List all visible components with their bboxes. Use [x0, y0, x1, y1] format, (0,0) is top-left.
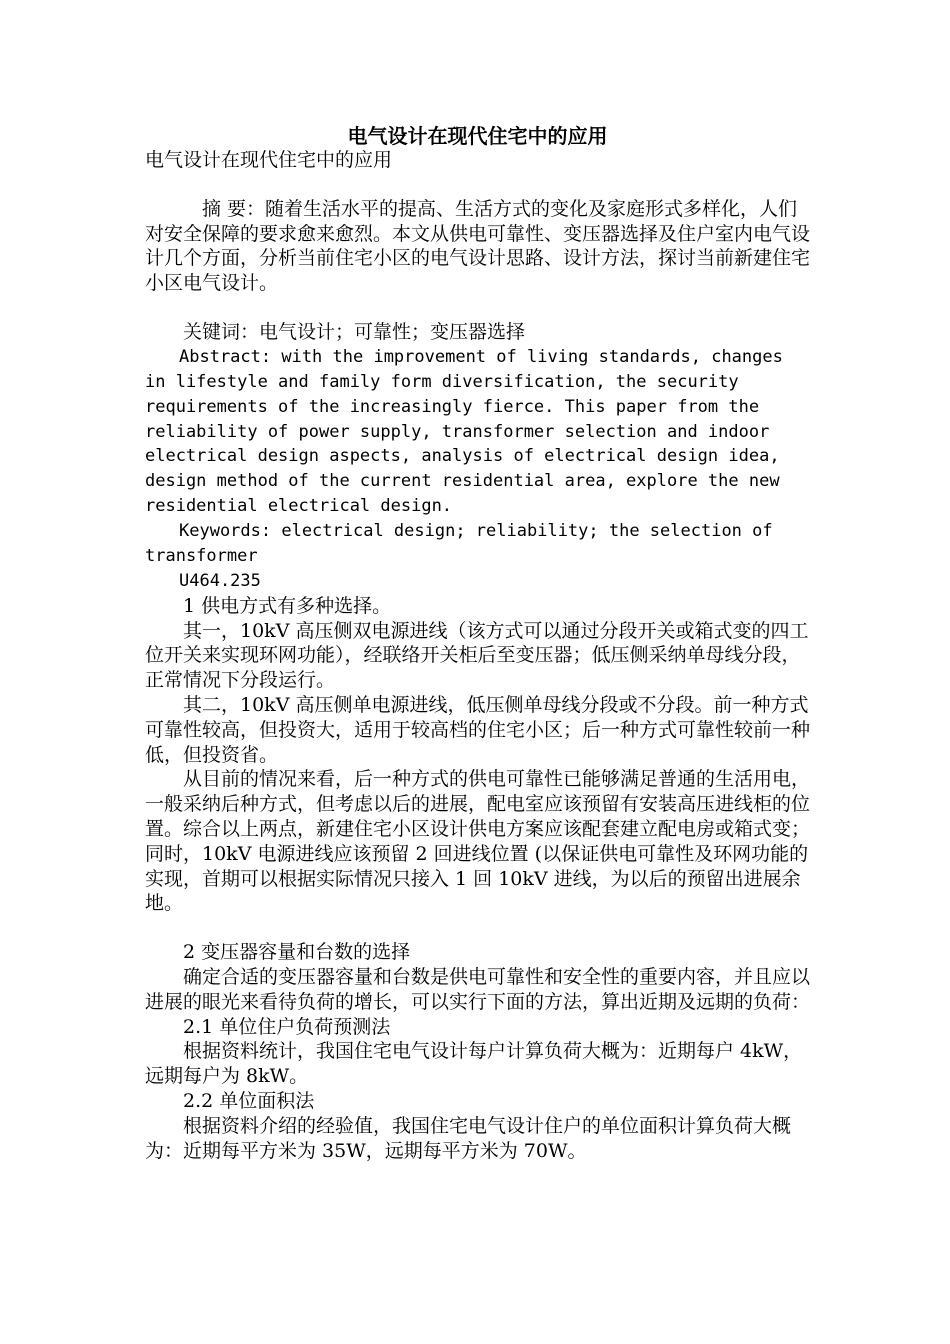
spacer — [145, 296, 810, 320]
section-1-paragraph-1: 其一，10kV 高压侧双电源进线（该方式可以通过分段开关或箱式变的四工位开关来实现环网功能），经联络开关柜后至变压器；低压侧采纳单母线分段，正常情况下分段运行。 — [145, 619, 809, 692]
abstract-en: Abstract: with the improvement of living standards, changes in lifestyle and family form diversification, the security requirements of the increasingly fierce. This paper from the reliability of power supply, transformer selection and indoor electrical design aspects, analysis of electrical design idea, design method of the current residential area, explore the new residential electrical design. — [145, 346, 783, 517]
section-2-heading: 2 变压器容量和台数的选择 — [183, 941, 411, 964]
section-1-heading: 1 供电方式有多种选择。 — [183, 594, 392, 617]
keywords-cn: 关键词：电气设计；可靠性；变压器选择 — [183, 320, 526, 343]
document-subtitle: 电气设计在现代住宅中的应用 — [145, 149, 393, 171]
classification-code: U464.235 — [179, 570, 261, 591]
section-1-paragraph-3: 从目前的情况来看，后一种方式的供电可靠性已能够满足普通的生活用电，一般采纳后种方式，但考虑以后的进展，配电室应该预留有安装高压进线柜的位置。综合以上两点，新建住宅小区设计供电方案应该配套建立配电房或箱式变；同时，10kV 电源进线应该预留 2 回进线位置 (以保证供电可靠性及环网功能的实现，首期可以根据实际情况只接入 1 回 10kV 进线，为以后的预留出进展余地。 — [145, 768, 811, 915]
document-title: 电气设计在现代住宅中的应用 — [347, 124, 608, 148]
spacer — [145, 916, 810, 940]
section-2-2-paragraph: 根据资料介绍的经验值，我国住宅电气设计住户的单位面积计算负荷大概为：近期每平方米为 35W，远期每平方米为 70W。 — [145, 1114, 792, 1162]
keywords-en: Keywords: electrical design; reliability; the selection of transformer — [145, 521, 773, 567]
section-2-2-heading: 2.2 单位面积法 — [183, 1089, 315, 1112]
section-2-paragraph-1: 确定合适的变压器容量和台数是供电可靠性和安全性的重要内容，并且应以进展的眼光来看待负荷的增长，可以实行下面的方法，算出近期及远期的负荷： — [145, 966, 811, 1013]
spacer — [145, 173, 810, 197]
section-2-1-paragraph: 根据资料统计，我国住宅电气设计每户计算负荷大概为：近期每户 4kW，远期每户为 8kW。 — [145, 1040, 803, 1088]
abstract-cn: 摘 要：随着生活水平的提高、生活方式的变化及家庭形式多样化，人们对安全保障的要求愈来愈烈。本文从供电可靠性、变压器选择及住户室内电气设计几个方面，分析当前住宅小区的电气设计思路、设计方法，探讨当前新建住宅小区电气设计。 — [145, 197, 811, 295]
section-1-paragraph-2: 其二，10kV 高压侧单电源进线，低压侧单母线分段或不分段。前一种方式可靠性较高，但投资大，适用于较高档的住宅小区；后一种方式可靠性较前一种低，但投资省。 — [145, 694, 811, 766]
document-body — [145, 124, 810, 1163]
section-2-1-heading: 2.1 单位住户负荷预测法 — [183, 1015, 391, 1038]
